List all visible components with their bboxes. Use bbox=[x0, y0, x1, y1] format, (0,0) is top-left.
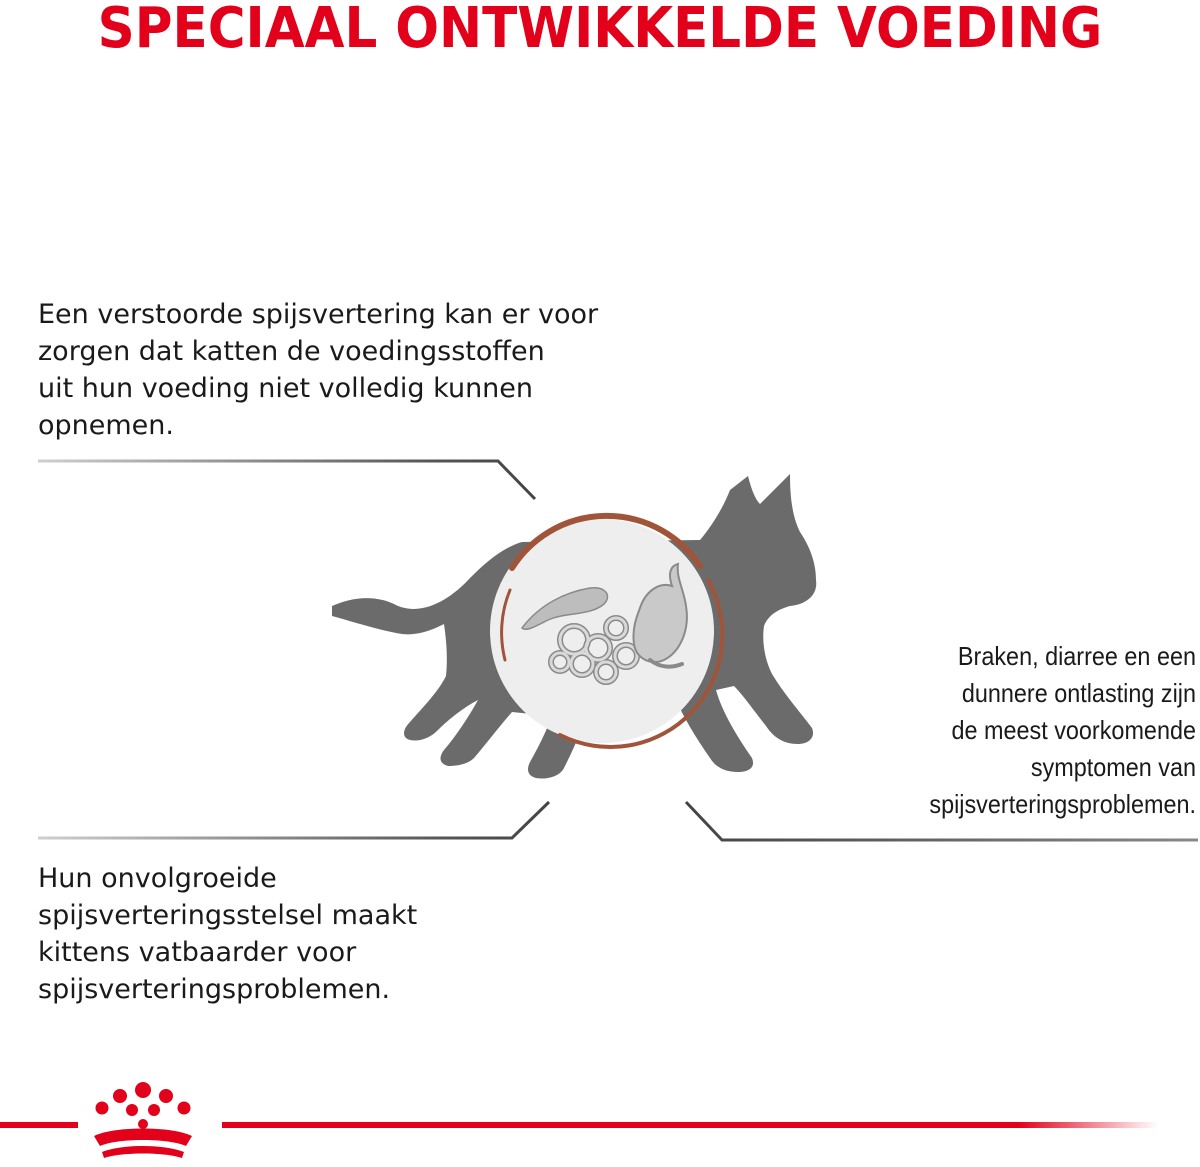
callout-line: spijsverteringsproblemen. bbox=[929, 789, 1196, 819]
crown-icon bbox=[84, 1080, 202, 1162]
callout-line: Een verstoorde spijsvertering kan er voor bbox=[38, 299, 599, 330]
callout-line: spijsverteringsstelsel maakt bbox=[38, 900, 418, 931]
callout-line: uit hun voeding niet volledig kunnen bbox=[38, 373, 534, 404]
leader-line-top bbox=[38, 461, 535, 499]
callout-line: spijsverteringsproblemen. bbox=[38, 974, 391, 1005]
callout-line: symptomen van bbox=[1030, 752, 1196, 782]
callout-line: dunnere ontlasting zijn bbox=[961, 678, 1196, 708]
callout-line: de meest voorkomende bbox=[951, 715, 1196, 745]
leader-line-right bbox=[686, 802, 1198, 840]
callout-line: Braken, diarree en een bbox=[957, 641, 1196, 671]
callout-line: Hun onvolgroeide bbox=[38, 863, 277, 894]
leader-line-bottom-left bbox=[38, 802, 549, 838]
callout-line: zorgen dat katten de voedingsstoffen bbox=[38, 336, 545, 367]
callout-line: opnemen. bbox=[38, 410, 174, 441]
callout-line: kittens vatbaarder voor bbox=[38, 937, 357, 968]
page-title: SPECIAAL ONTWIKKELDE VOEDING bbox=[97, 0, 1103, 61]
